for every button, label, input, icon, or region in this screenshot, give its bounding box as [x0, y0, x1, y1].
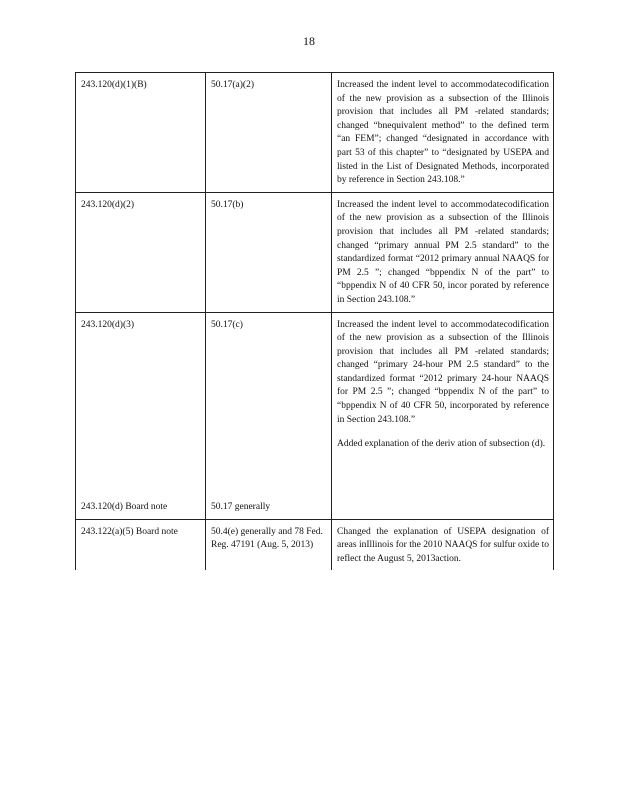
description-cell	[332, 312, 554, 519]
illinois-section: 243.120(d)(2)	[81, 199, 135, 210]
cfr-section: 50.17(a)(2)	[211, 80, 254, 90]
cfr-section-cell	[206, 312, 332, 519]
description-cell	[332, 73, 554, 193]
change-description: Increased the indent level to accommodatecodification of the new provision as a subsection of the Illinois provision that includes all PM -related standards; changed “bnequivalent method” to the defined term “an FEM”; changed “designated in accordance with part 53 of this chapter” to “designated by USEPA and listed in the List of Designated Methods, incorporated by reference in Section 243.108.”	[337, 80, 549, 186]
change-description: Increased the indent level to accommodatecodification of the new provision as a subsection of the Illinois provision that includes all PM -related standards; changed “primary annual PM 2.5 standard” to the standardized format “2012 primary annual NAAQS for PM 2.5 ”; changed “bppendix N of the part” to “bppendix N of 40 CFR 50, incor porated by reference in Section 243.108.”	[337, 199, 549, 305]
table-row	[76, 73, 554, 193]
table-row	[76, 312, 554, 519]
board-note-section: 243.120(d) Board note	[81, 502, 168, 513]
illinois-section-cell	[76, 73, 206, 193]
board-note-cfr: 50.17 generally	[211, 502, 271, 513]
cfr-section: 50.4(e) generally and 78 Fed. Reg. 47191 (Aug. 5, 2013)	[211, 526, 323, 551]
illinois-section: 243.120(d)(3)	[81, 319, 135, 330]
change-description: Changed the explanation of USEPA designation of areas inIllinois for the 2010 NAAQS for sulfur oxide to reflect the August 5, 2013action.	[337, 526, 549, 564]
description-cell	[332, 192, 554, 312]
cfr-section: 50.17(b)	[211, 199, 244, 210]
illinois-section-cell	[76, 312, 206, 519]
description-cell	[332, 519, 554, 570]
change-description: Increased the indent level to accommodatecodification of the new provision as a subsection of the Illinois provision that includes all PM -related standards; changed “primary 24-hour PM 2.5 standard” to the standardized format “2012 primary 24-hour NAAQS for PM 2.5 ”; changed “bppendix N of the part” to “bppendix N of 40 CFR 50, incorporated by reference in Section 243.108.”	[337, 319, 549, 425]
table-row	[76, 519, 554, 570]
cfr-section-cell	[206, 519, 332, 570]
board-note-description: Added explanation of the deriv ation of subsection (d).	[337, 439, 546, 450]
illinois-section: 243.122(a)(5) Board note	[81, 526, 178, 537]
illinois-section-cell	[76, 519, 206, 570]
illinois-section-cell	[76, 192, 206, 312]
page-number: 18	[303, 34, 315, 48]
cfr-section-cell	[206, 73, 332, 193]
cfr-section-cell	[206, 192, 332, 312]
illinois-section: 243.120(d)(1)(B)	[81, 80, 147, 90]
table-row	[76, 192, 554, 312]
crosswalk-table	[75, 72, 554, 570]
cfr-section: 50.17(c)	[211, 319, 243, 330]
